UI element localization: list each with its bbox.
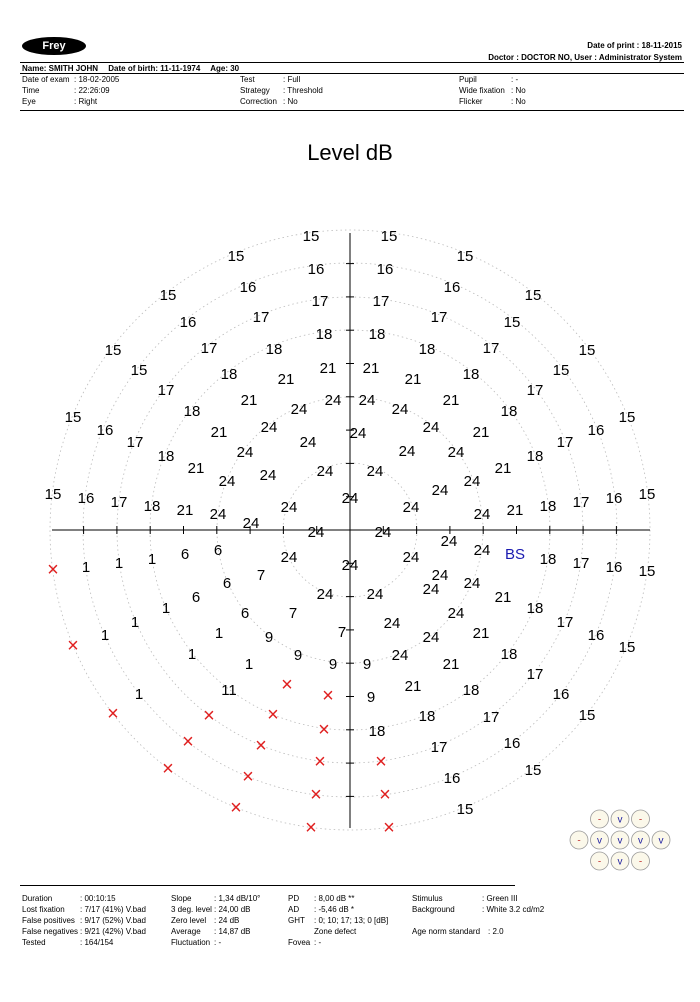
info-value: : Full [283,75,301,84]
info-label: Strategy [240,86,270,95]
footer-label: 3 deg. level [171,905,212,914]
threshold-value: 24 [402,499,420,516]
threshold-value: 1 [130,614,140,631]
threshold-value: 17 [556,434,574,451]
threshold-value: 7 [256,567,266,584]
threshold-value: 1 [100,627,110,644]
threshold-value: 15 [456,248,474,265]
threshold-value: 18 [220,366,238,383]
footer-label: Fluctuation [171,938,211,947]
threshold-value: 6 [222,575,232,592]
footer-label: False positives [22,916,75,925]
info-label: Wide fixation [459,86,505,95]
defect-cross: × [267,704,279,726]
threshold-value: 9 [366,689,376,706]
legend-symbol: - [597,856,602,868]
info-label: Pupil [459,75,477,84]
legend-symbol: v [638,835,643,847]
threshold-value: 21 [442,656,460,673]
threshold-value: 24 [422,581,440,598]
threshold-value: 9 [362,656,372,673]
threshold-value: 15 [638,563,656,580]
threshold-value: 17 [482,709,500,726]
footer-label: Zero level [171,916,207,925]
threshold-value: 18 [539,551,557,568]
threshold-value: 17 [311,293,329,310]
threshold-value: 24 [290,401,308,418]
legend-icons [570,810,670,870]
threshold-value: 7 [288,605,298,622]
threshold-value: 21 [404,371,422,388]
defect-cross: × [318,719,330,741]
threshold-value: 15 [578,707,596,724]
threshold-value: 24 [316,586,334,603]
defect-cross: × [162,758,174,780]
footer-row [22,915,146,926]
info-label: Date of exam [22,75,70,84]
threshold-value: 24 [358,392,376,409]
threshold-value: 24 [280,549,298,566]
threshold-value: 24 [422,629,440,646]
info-value: : 18-02-2005 [74,75,120,84]
threshold-value: 15 [503,314,521,331]
threshold-value: 18 [368,326,386,343]
defect-cross: × [107,703,119,725]
threshold-value: 24 [431,567,449,584]
threshold-value: 17 [110,494,128,511]
footer-row [171,926,260,937]
page-title: Level dB [307,140,393,165]
threshold-value: 24 [307,524,325,541]
footer-label: Slope [171,894,192,903]
threshold-value: 9 [293,647,303,664]
footer-col2 [171,893,260,948]
threshold-value: 21 [277,371,295,388]
footer-row [412,893,544,904]
footer-value: : 9/21 (42%) V.bad [80,927,146,936]
threshold-value: 24 [349,425,367,442]
threshold-value: 11 [221,682,237,699]
defect-cross: × [203,705,215,727]
threshold-value: 6 [240,605,250,622]
defect-cross: × [242,766,254,788]
threshold-value: 1 [187,646,197,663]
threshold-value: 15 [524,762,542,779]
footer-row [288,926,388,937]
footer-label: GHT [288,916,305,925]
threshold-value: 15 [380,228,398,245]
defect-cross: × [383,817,395,839]
threshold-value: 16 [376,261,394,278]
defect-cross: × [310,784,322,806]
threshold-value: 21 [472,625,490,642]
legend-symbol: v [617,856,623,868]
threshold-value: 18 [418,341,436,358]
threshold-value: 24 [366,463,384,480]
threshold-value: 24 [447,444,465,461]
footer-row [171,893,260,904]
threshold-value: 18 [500,403,518,420]
footer-divider [20,885,515,886]
info-value: : 22:26:09 [74,86,110,95]
footer-value: : 2.0 [488,927,504,936]
info-label: Eye [22,97,36,106]
threshold-value: 17 [526,382,544,399]
footer-row [288,937,388,948]
threshold-value: 1 [161,600,171,617]
threshold-value: 15 [104,342,122,359]
threshold-value: 15 [618,639,636,656]
info-value: : No [283,97,298,106]
threshold-value: 6 [180,546,190,563]
threshold-value: 24 [218,473,236,490]
threshold-value: 17 [200,340,218,357]
threshold-value: 24 [463,575,481,592]
legend-symbol: - [638,814,643,826]
threshold-value: 24 [383,615,401,632]
threshold-value: 16 [552,686,570,703]
threshold-value: 15 [578,342,596,359]
footer-row [22,893,146,904]
threshold-value: 1 [147,551,157,568]
threshold-value: 1 [244,656,254,673]
footer-row [412,915,544,926]
footer-row [288,915,388,926]
threshold-value: 18 [315,326,333,343]
footer-value: : 9/17 (52%) V.bad [80,916,146,925]
threshold-value: 21 [362,360,380,377]
footer-value: : 164/154 [80,938,114,947]
footer-value: : - [214,938,222,947]
threshold-value: 16 [605,559,623,576]
patient-name: Name: SMITH JOHN [22,64,99,73]
threshold-value: 24 [259,467,277,484]
footer-label: False negatives [22,927,79,936]
blind-spot [505,546,525,563]
footer-label: Duration [22,894,53,903]
threshold-value: 18 [183,403,201,420]
footer-row [22,926,146,937]
threshold-value: 15 [638,486,656,503]
threshold-value: 16 [307,261,325,278]
threshold-value: 18 [462,366,480,383]
threshold-value: 1 [81,559,91,576]
threshold-value: 16 [443,279,461,296]
defect-cross: × [322,685,334,707]
threshold-value: 6 [213,542,223,559]
threshold-value: 24 [473,542,491,559]
threshold-value: 24 [236,444,254,461]
defect-cross: × [182,731,194,753]
footer-label: AD [288,905,300,914]
threshold-value: 15 [456,801,474,818]
threshold-value: 24 [391,647,409,664]
footer-col4 [412,893,544,937]
defect-cross: × [379,784,391,806]
footer-label: Tested [22,938,46,947]
threshold-value: 16 [587,627,605,644]
threshold-value: 24 [316,463,334,480]
threshold-value: 16 [179,314,197,331]
footer-label: Background [412,905,455,914]
legend-symbol: v [658,835,664,847]
threshold-value: 18 [500,646,518,663]
footer-row [22,937,146,948]
threshold-value: 6 [191,589,201,606]
threshold-value: 18 [526,600,544,617]
threshold-value: 24 [242,515,260,532]
threshold-value: 24 [366,586,384,603]
threshold-value: 24 [440,533,458,550]
threshold-value: 24 [398,443,416,460]
threshold-value: 17 [430,309,448,326]
threshold-value: 15 [524,287,542,304]
threshold-value: 17 [252,309,270,326]
threshold-value: 17 [430,739,448,756]
footer-value: Zone defect [314,927,357,936]
footer-row [412,926,544,937]
threshold-value: 9 [328,656,338,673]
footer-label: Age norm standard [412,927,481,936]
defect-cross: × [255,735,267,757]
footer-row [171,915,260,926]
threshold-value: 24 [422,419,440,436]
threshold-value: 15 [159,287,177,304]
threshold-value: 15 [618,409,636,426]
defect-cross: × [47,559,59,581]
footer-col1 [22,893,146,948]
threshold-value: 18 [368,723,386,740]
field-defects [47,559,395,839]
threshold-value: 24 [463,473,481,490]
info-label: Correction [240,97,277,106]
threshold-value: 15 [130,362,148,379]
info-value: : Right [74,97,98,106]
threshold-value: 18 [418,708,436,725]
threshold-value: 24 [341,557,359,574]
threshold-value: 17 [572,494,590,511]
footer-label: Lost fixation [22,905,65,914]
footer-label: Average [171,927,201,936]
threshold-value: 18 [265,341,283,358]
footer-value: : 8,00 dB ** [314,894,355,903]
threshold-value: 21 [240,392,258,409]
field-axes [52,233,650,828]
threshold-value: 18 [157,448,175,465]
threshold-value: 24 [299,434,317,451]
threshold-value: 16 [239,279,257,296]
defect-cross: × [230,797,242,819]
info-label: Flicker [459,97,483,106]
threshold-value: 21 [319,360,337,377]
threshold-value: 21 [494,460,512,477]
legend-symbol: - [577,835,581,847]
footer-label: Fovea [288,938,311,947]
footer-col3 [288,893,388,948]
threshold-value: 24 [391,401,409,418]
footer-value: : 0; 10; 17; 13; 0 [dB] [314,916,389,925]
patient-dob: Date of birth: 11-11-1974 [108,64,201,73]
threshold-value: 16 [443,770,461,787]
threshold-value: 16 [77,490,95,507]
threshold-value: 17 [372,293,390,310]
threshold-value: 15 [227,248,245,265]
threshold-value: 21 [494,589,512,606]
threshold-value: 24 [447,605,465,622]
threshold-value: 15 [44,486,62,503]
threshold-value: 16 [96,422,114,439]
frey-logo: Frey [22,37,86,55]
footer-value: : White 3.2 cd/m2 [482,905,545,914]
threshold-value: 9 [264,629,274,646]
footer-row [171,937,260,948]
threshold-value: 17 [526,666,544,683]
footer-value: : 1,34 dB/10° [214,894,261,903]
footer-value: : -5,46 dB * [314,905,355,914]
footer-value: : - [314,938,322,947]
footer-label: PD [288,894,300,903]
info-value: : No [511,97,526,106]
footer-row [288,893,388,904]
threshold-value: 18 [526,448,544,465]
threshold-value: 24 [473,506,491,523]
threshold-value: 15 [64,409,82,426]
threshold-value: 17 [126,434,144,451]
threshold-value: 15 [552,362,570,379]
threshold-value: 21 [472,424,490,441]
threshold-value: 21 [506,502,524,519]
threshold-value: 24 [324,392,342,409]
defect-cross: × [281,674,293,696]
legend-symbol: - [638,856,643,868]
info-value: : No [511,86,526,95]
threshold-value: 1 [134,686,144,703]
info-value: : Threshold [283,86,323,95]
threshold-value: 21 [404,678,422,695]
threshold-value: 16 [503,735,521,752]
defect-cross: × [67,635,79,657]
threshold-value: 17 [157,382,175,399]
defect-cross: × [375,751,387,773]
threshold-value: 24 [431,482,449,499]
threshold-value: 18 [143,498,161,515]
threshold-value: 15 [302,228,320,245]
footer-row [22,904,146,915]
threshold-value: 24 [280,499,298,516]
footer-value: : 7/17 (41%) V.bad [80,905,146,914]
info-value: : - [511,75,519,84]
defect-cross: × [305,817,317,839]
footer-label: Stimulus [412,894,443,903]
threshold-value: 21 [187,460,205,477]
info-label: Time [22,86,40,95]
threshold-value: 21 [210,424,228,441]
legend-symbol: v [617,814,623,826]
footer-value: : Green III [482,894,518,903]
threshold-value: 21 [176,502,194,519]
threshold-value: 24 [374,524,392,541]
threshold-value: 16 [605,490,623,507]
info-label: Test [240,75,255,84]
threshold-value: 17 [482,340,500,357]
legend-symbol: v [597,835,602,847]
threshold-value: 1 [214,625,224,642]
footer-row [412,904,544,915]
threshold-value: 17 [556,614,574,631]
threshold-value: 18 [462,682,480,699]
threshold-value: 24 [260,419,278,436]
threshold-value: 1 [114,555,124,572]
legend-symbol: v [617,835,623,847]
defect-cross: × [314,751,326,773]
threshold-value: 24 [209,506,227,523]
threshold-value: 16 [587,422,605,439]
threshold-value: 17 [572,555,590,572]
print-date: Date of print : 18-11-2015 [587,41,682,50]
blind-spot-label: BS [504,546,526,563]
footer-value: : 24,00 dB [214,905,251,914]
footer-row [171,904,260,915]
footer-value: : 14,87 dB [214,927,251,936]
threshold-value: 7 [337,624,347,641]
footer-row [288,904,388,915]
footer-value: : 00:10:15 [80,894,116,903]
threshold-value: 24 [402,549,420,566]
threshold-value: 18 [539,498,557,515]
patient-age: Age: 30 [210,64,240,73]
footer-value: : 24 dB [214,916,240,925]
legend-symbol: - [597,814,602,826]
threshold-value: 24 [341,490,359,507]
threshold-value: 21 [442,392,460,409]
doctor-line: Doctor : DOCTOR NO, User : Administrator System [488,53,682,62]
